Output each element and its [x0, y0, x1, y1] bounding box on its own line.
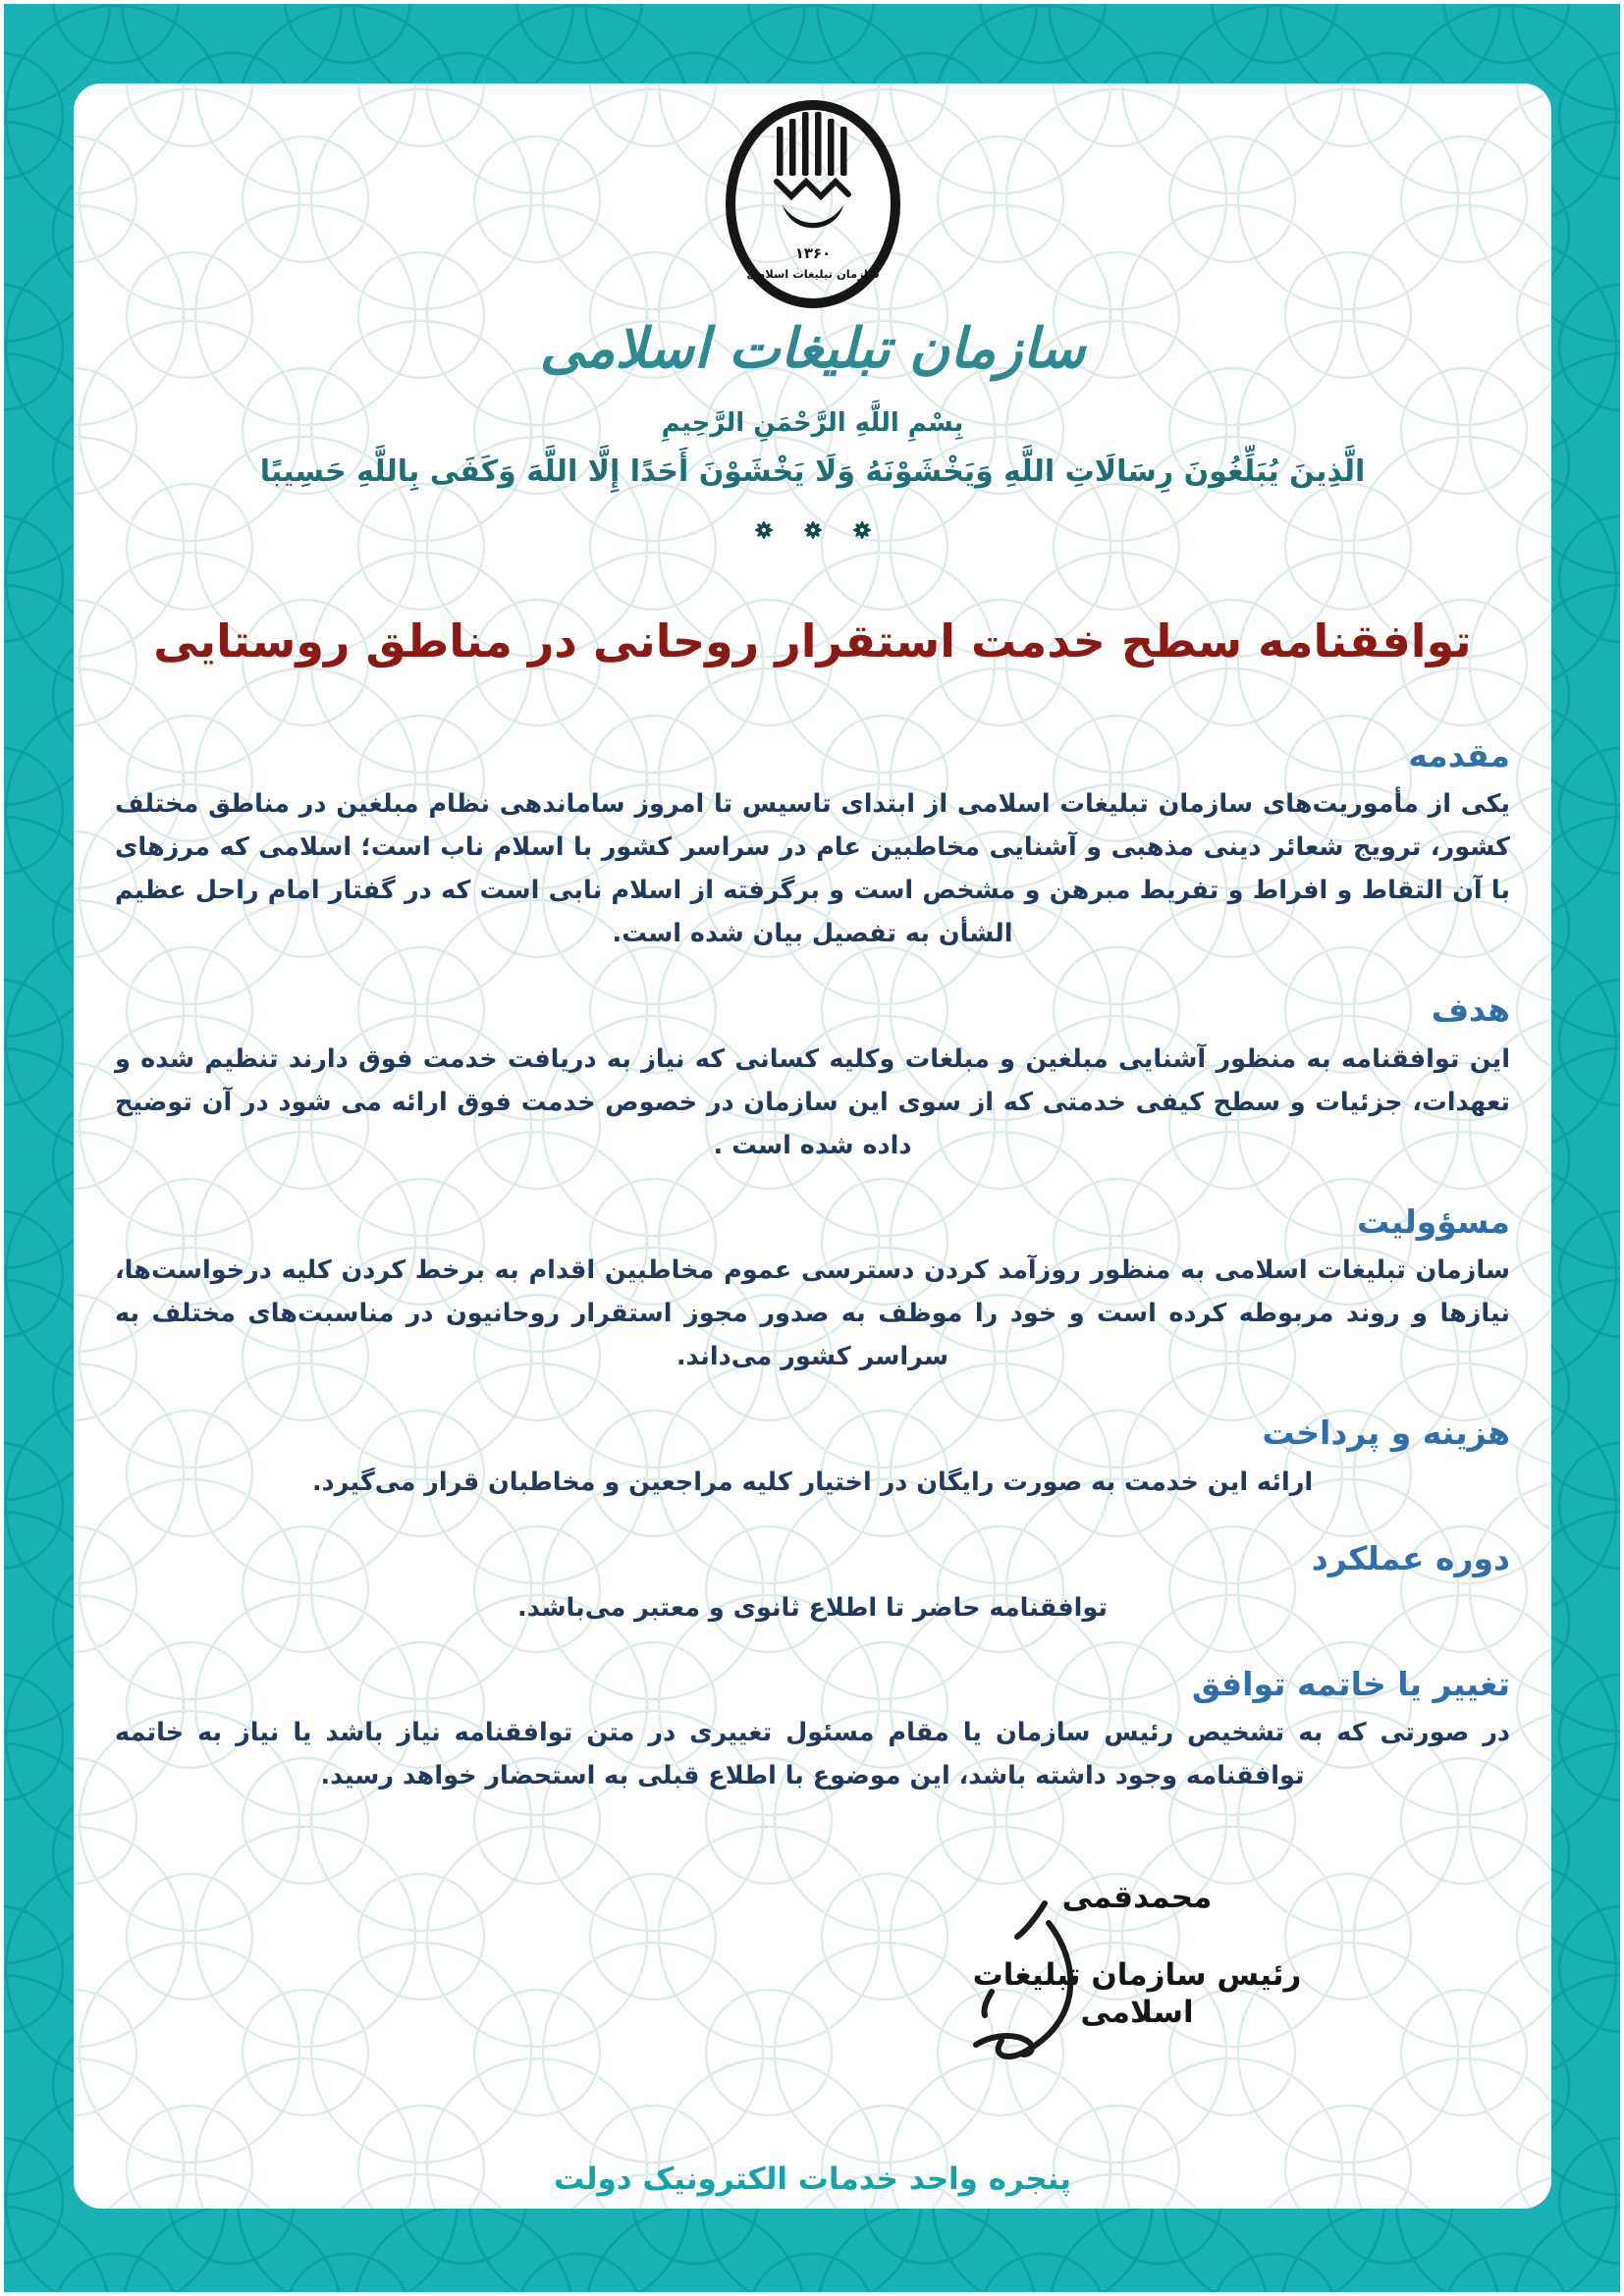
section-goal [115, 990, 1510, 1167]
handwritten-signature-icon [962, 1897, 1090, 2069]
organization-calligraphy: سازمان تبلیغات اسلامی [539, 317, 1086, 381]
section-performance-period [115, 1539, 1510, 1629]
section-heading: مسؤولیت [1356, 1201, 1510, 1241]
footer-service-window-label: پنجره واحد خدمات الکترونیک دولت [554, 2162, 1071, 2197]
letter-content [74, 83, 1551, 2209]
section-body: سازمان تبلیغات اسلامی به منظور روزآمد کردن دسترسی عموم مخاطبین اقدام به برخط کردن کلیه درخواست‌ها، نیازها و روند مربوطه کرده است و خود را موظف به صدور مجوز استقرار روحانیون در مناسبت‌های مختلف به سراسر کشور می‌داند. [115, 1255, 1510, 1372]
section-cost-payment [115, 1414, 1510, 1504]
section-body: توافقنامه حاضر تا اطلاع ثانوی و معتبر می‌باشد. [517, 1592, 1108, 1623]
quran-verse-line: الَّذِينَ يُبَلِّغُونَ رِسَالَاتِ اللَّهِ وَيَخْشَوْنَهُ وَلَا يَخْشَوْنَ أَحَدًا إِلَّا اللَّهَ وَكَفَى بِاللَّهِ حَسِيبًا [259, 454, 1366, 490]
bismillah-line: بِسْمِ اللَّهِ الرَّحْمَنِ الرَّحِيمِ [661, 407, 964, 438]
section-responsibility [115, 1202, 1510, 1379]
section-body: یکی از مأموریت‌های سازمان تبلیغات اسلامی از ابتدای تاسیس تا امروز ساماندهی نظام مبلغین در مناطق مختلف کشور، ترویج شعائر دینی مذهبی و آشنایی مخاطبین عام در سراسر کشور با اسلام ناب است؛ اسلامی که مرزهای با آن التقاط و افراط و تفریط مبرهن و مشخص است و برگرفته از اسلام نابی است که در گفتار امام راحل عظیم الشأن به تفصیل بیان شده است. [115, 789, 1510, 949]
signature-block [921, 1880, 1353, 2031]
section-change-termination [115, 1665, 1510, 1798]
ornament-row [115, 518, 1510, 542]
signatory-name: محمدقمی [1061, 1880, 1213, 1916]
section-heading: تغییر یا خاتمه توافق [1191, 1664, 1510, 1703]
section-heading: مقدمه [1408, 735, 1510, 774]
letter-sheet [74, 83, 1551, 2209]
section-body: این توافقنامه به منظور آشنایی مبلغین و مبلغات وکلیه کسانی که نیاز به دریافت خدمت فوق دارند تنظیم شده و تعهدات، جزئیات و سطح کیفی خدمتی که از سوی این سازمان در خصوص خدمت فوق ارائه می شود در آن توضیح داده شده است . [115, 1043, 1510, 1160]
section-body: در صورتی که به تشخیص رئیس سازمان یا مقام مسئول تغییری در متن توافقنامه نیاز باشد یا نیاز به خاتمه توافقنامه وجود داشته باشد، این موضوع با اطلاع قبلی به استحضار خواهد رسید. [115, 1718, 1510, 1791]
document-title: توافقنامه سطح خدمت استقرار روحانی در مناطق روستایی [153, 614, 1472, 668]
section-heading: هدف [1431, 990, 1510, 1030]
signatory-role: رئیس سازمان تبلیغات اسلامی [972, 1957, 1302, 2030]
ornament-asterisk-icon [752, 518, 776, 542]
section-introduction [115, 736, 1510, 956]
seal-organization-name: سازمان تبلیغات اسلامی [745, 267, 880, 281]
seal-year: ۱۳۶۰ [794, 244, 831, 262]
section-heading: هزینه و پرداخت [1262, 1414, 1510, 1453]
logo-block [115, 95, 1510, 317]
section-body: ارائه این خدمت به صورت رایگان در اختیار کلیه مراجعین و مخاطبان قرار می‌گیرد. [311, 1467, 1314, 1497]
section-heading: دوره عملکرد [1311, 1538, 1510, 1577]
ornament-asterisk-icon [850, 518, 874, 542]
kufic-allah-strokes [777, 112, 847, 176]
organization-seal-icon [720, 95, 906, 313]
ornament-asterisk-icon [801, 518, 825, 542]
